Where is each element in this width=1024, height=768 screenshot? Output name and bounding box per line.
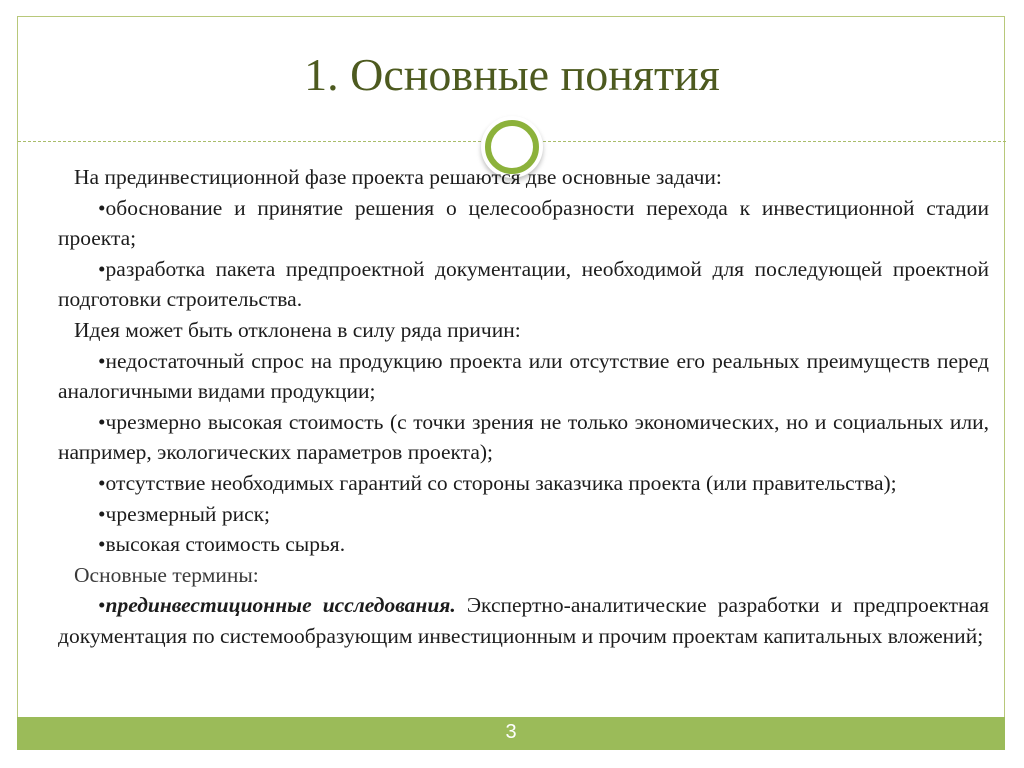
bullet-reason-risk: •чрезмерный риск;	[98, 501, 271, 526]
bullet-marker: •	[98, 593, 106, 618]
terms-heading: Основные термины:	[74, 562, 259, 587]
bullet-reason-demand: •недостаточный спрос на продукцию проекта или отсутствие его реальных преимуществ перед аналогичными видами продукции;	[58, 348, 989, 404]
page-number: 3	[505, 721, 517, 743]
footer-bar	[17, 717, 1005, 750]
slide-body	[58, 162, 989, 652]
term-description: Экспертно-аналитические разработки и предпроектная документация по системообразующим инвестиционным и прочим проектам капитальных вложений;	[58, 593, 989, 648]
tasks-heading: На прединвестиционной фазе проекта решаются две основные задачи:	[74, 165, 722, 189]
bullet-task-justification: •обоснование и принятие решения о целесообразности перехода к инвестиционной стадии проекта;	[58, 195, 989, 251]
bullet-task-documentation: •разработка пакета предпроектной документации, необходимой для последующей проектной подготовки строительства.	[58, 256, 989, 312]
bullet-reason-guarantees: •отсутствие необходимых гарантий со стороны заказчика проекта (или правительства);	[98, 470, 897, 495]
reasons-heading: Идея может быть отклонена в силу ряда причин:	[74, 317, 521, 342]
slide-title: 1. Основные понятия	[304, 49, 720, 100]
term-name: прединвестиционные исследования.	[105, 593, 456, 618]
bullet-reason-cost: •чрезмерно высокая стоимость (с точки зрения не только экономических, но и социальных или, например, экологических параметров проекта);	[58, 409, 989, 465]
bullet-term-definition	[58, 590, 989, 651]
bullet-reason-raw-cost: •высокая стоимость сырья.	[98, 532, 346, 557]
